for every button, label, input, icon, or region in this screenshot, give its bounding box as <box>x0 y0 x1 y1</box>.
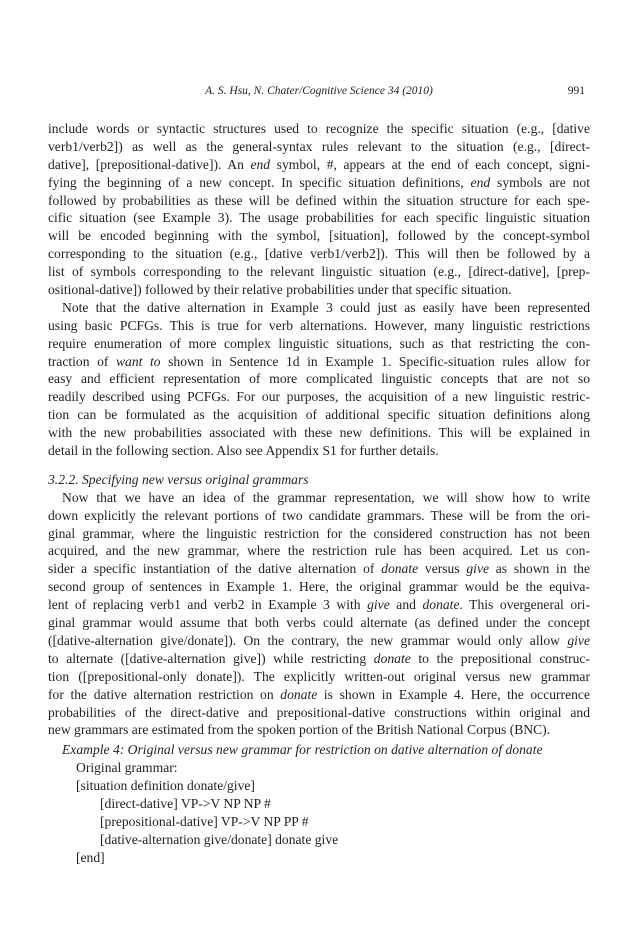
text-line <box>48 245 590 263</box>
text-line <box>48 596 590 614</box>
text-run: followed by probabilities as these will be defined within the situation structure for each spe- <box>48 192 590 208</box>
text-line <box>48 209 590 227</box>
text-run: include words or syntactic structures used to recognize the specific situation (e.g., [dative <box>48 121 590 136</box>
text-line <box>48 424 590 442</box>
text-line <box>48 632 590 650</box>
example-line: [end] <box>76 849 105 865</box>
text-run: ginal grammar, where the linguistic restriction for the considered construction has not been <box>48 525 590 541</box>
example-line: [dative-alternation give/donate] donate give <box>100 831 339 847</box>
text-line <box>48 299 590 317</box>
text-run: acquired, and the new grammar, where the restriction rule has been acquired. Let us con- <box>48 543 590 559</box>
text-run: ositional-dative]) followed by their relative probabilities under that specific situation. <box>48 282 512 298</box>
text-line <box>48 370 590 388</box>
text-line <box>48 317 590 335</box>
italic-term: donate <box>381 561 419 577</box>
text-run: readily described using PCFGs. For our purposes, the acquisition of a new linguistic restric- <box>48 389 590 405</box>
text-run: will be encoded beginning with the symbol, [situation], followed by the concept-symbol <box>48 228 590 244</box>
italic-term: give <box>367 597 390 613</box>
italic-term: end <box>470 174 491 190</box>
paragraph-2 <box>48 299 590 460</box>
text-run: easy and efficient representation of more complicated linguistic concepts that are not so <box>48 371 590 387</box>
text-line <box>48 668 590 686</box>
text-run: and <box>389 597 423 613</box>
text-line <box>48 442 590 460</box>
text-line <box>48 542 590 560</box>
text-run: dative], [prepositional-dative]). An <box>48 156 251 172</box>
text-run: traction of <box>48 353 116 369</box>
text-run: down explicitly the relevant portions of two candidate grammars. These will be from the ori- <box>48 507 590 523</box>
text-run: lent of replacing verb1 and verb2 in Example 3 with <box>48 597 368 613</box>
text-line <box>48 353 590 371</box>
example-line: [prepositional-dative] VP->V NP PP # <box>100 813 309 829</box>
text-run: using basic PCFGs. This is true for verb alternations. However, many linguistic restrictions <box>48 317 590 333</box>
paragraph-3 <box>48 489 590 739</box>
text-run: require enumeration of more complex linguistic situations, such as that restricting the con- <box>48 335 590 351</box>
text-line <box>48 578 590 596</box>
text-run: Note that the dative alternation in Example 3 could just as easily have been represented <box>62 299 590 315</box>
italic-term: give <box>567 632 590 648</box>
text-run: symbol, #, appears at the end of each concept, signi- <box>270 156 590 172</box>
text-line <box>48 686 590 704</box>
text-line <box>48 704 590 722</box>
italic-term: donate <box>373 650 411 666</box>
text-line <box>48 227 590 245</box>
text-run: sider a specific instantiation of the dative alternation of <box>48 561 382 577</box>
example-line: Original grammar: <box>76 760 178 776</box>
text-run: is shown in Example 4. Here, the occurrence <box>317 686 590 702</box>
text-line <box>48 120 590 138</box>
text-line <box>48 525 590 543</box>
italic-term: donate <box>280 686 318 702</box>
text-run: shown in Sentence 1d in Example 1. Specific-situation rules allow for <box>160 353 591 369</box>
text-run: symbols are not <box>490 174 590 190</box>
italic-term: give <box>466 561 490 577</box>
text-line <box>48 263 590 281</box>
body-text <box>48 120 590 867</box>
text-run: probabilities of the direct-dative and prepositional-dative constructions within original and <box>48 704 590 720</box>
page-number: 991 <box>567 85 585 97</box>
text-run: new grammars are estimated from the spoken portion of the British National Corpus (BNC). <box>48 722 551 738</box>
example-line: [situation definition donate/give] <box>76 778 255 794</box>
example-line: [direct-dative] VP->V NP NP # <box>100 795 271 811</box>
text-run: as shown in the <box>489 561 590 577</box>
text-run: ([dative-alternation give/donate]). On the contrary, the new grammar would only allow <box>48 632 568 648</box>
text-run: . This overgeneral ori- <box>459 597 590 613</box>
section-heading: 3.2.2. Specifying new versus original grammars <box>48 471 309 487</box>
paragraph-1 <box>48 120 590 299</box>
text-run: tion ([prepositional-only donate]). The explicitly written-out original versus new grammar <box>48 668 590 684</box>
text-line <box>48 406 590 424</box>
italic-term: end <box>250 156 271 172</box>
text-run: tion can be formulated as the acquisition of additional specific situation definitions along <box>48 407 590 423</box>
text-run: corresponding to the situation (e.g., [dative verb1/verb2]). This will then be followed by a <box>48 246 590 262</box>
text-run: fying the beginning of a new concept. In specific situation definitions, <box>48 174 471 190</box>
text-run: Now that we have an idea of the grammar representation, we will show how to write <box>62 489 590 505</box>
text-run: second group of sentences in Example 1. Here, the original grammar would be the equiva- <box>48 579 590 595</box>
text-run: with the new probabilities associated with these new definitions. This will be explained in <box>48 425 590 441</box>
text-run: for the dative alternation restriction on <box>48 686 281 702</box>
text-run: to alternate ([dative-alternation give]) while restricting <box>48 650 374 666</box>
text-run: ginal grammar would assume that both verbs could alternate (as defined under the concept <box>48 615 590 631</box>
text-line <box>48 721 590 739</box>
text-run: versus <box>418 561 467 577</box>
italic-term: donate <box>422 597 460 613</box>
text-line <box>48 192 590 210</box>
text-run: list of symbols corresponding to the relevant linguistic situation (e.g., [direct-dative], [prep- <box>48 264 590 280</box>
text-line <box>48 507 590 525</box>
text-run: detail in the following section. Also see Appendix S1 for further details. <box>48 443 439 459</box>
running-head <box>0 85 638 103</box>
example-title: Example 4: Original versus new grammar for restriction on dative alternation of donate <box>62 742 543 758</box>
example-grammar-block <box>48 759 590 866</box>
text-line <box>48 614 590 632</box>
text-line <box>48 560 590 578</box>
text-line <box>48 138 590 156</box>
italic-term: want to <box>115 353 161 369</box>
running-head-title: A. S. Hsu, N. Chater/Cognitive Science 34 (2010) <box>205 85 433 97</box>
text-line <box>48 650 590 668</box>
text-line <box>48 156 590 174</box>
text-line <box>48 335 590 353</box>
text-run: cific situation (see Example 3). The usage probabilities for each specific linguistic situation <box>48 210 590 226</box>
text-line <box>48 174 590 192</box>
text-line <box>48 388 590 406</box>
text-run: verb1/verb2]) as well as the general-syntax rules relevant to the situation (e.g., [direct- <box>48 138 590 154</box>
text-line <box>48 489 590 507</box>
text-line <box>48 281 590 299</box>
text-run: to the prepositional construc- <box>410 650 590 666</box>
